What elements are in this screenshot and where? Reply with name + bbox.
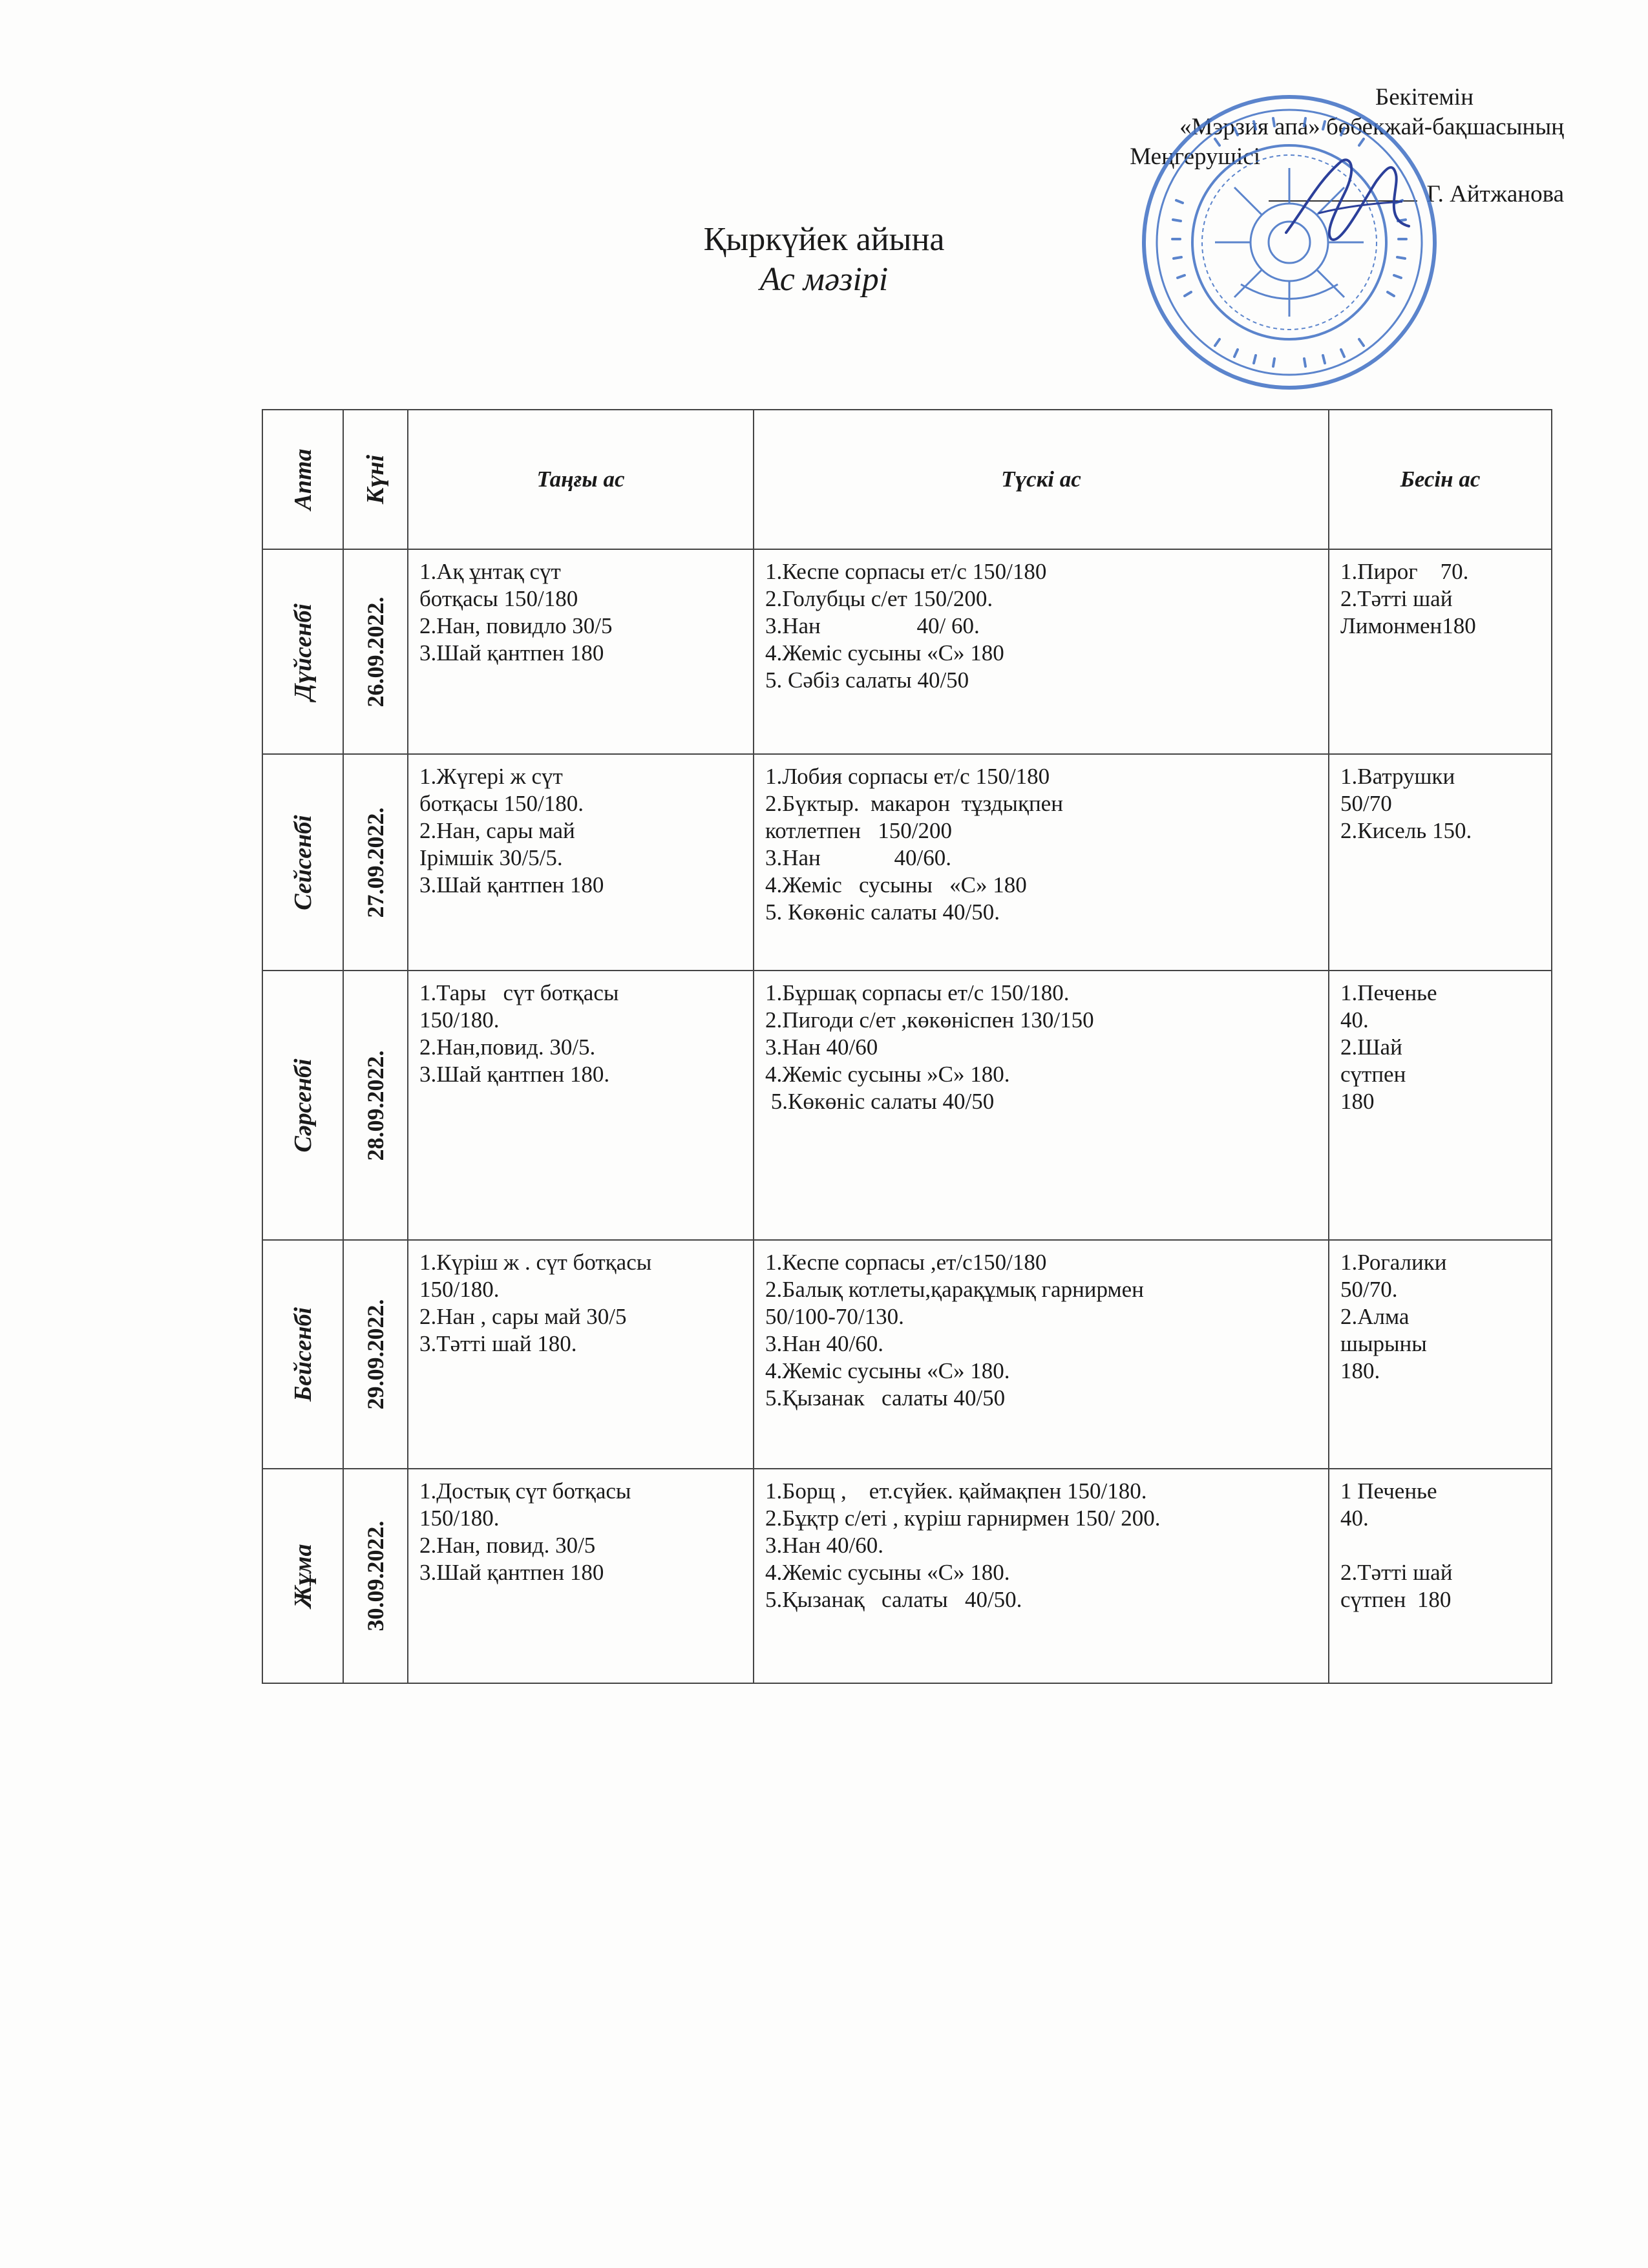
header-week: Апта	[262, 410, 343, 549]
date-cell: 28.09.2022.	[343, 971, 408, 1240]
lunch-cell: 1.Лобия сорпасы ет/с 150/180 2.Бүктыр. макарон тұздықпен котлетпен 150/200 3.Нан 40/60. 4.Жеміс сусыны «С» 180 5. Көкөніс салаты 40/50.	[754, 754, 1329, 971]
approval-name: Г. Айтжанова	[1426, 181, 1564, 207]
snack-cell: 1 Печенье 40. 2.Тәтті шай сүтпен 180	[1329, 1469, 1552, 1683]
lunch-cell: 1.Кеспе сорпасы ет/с 150/180 2.Голубцы с/ет 150/200. 3.Нан 40/ 60. 4.Жеміс сусыны «С» 180 5. Сәбіз салаты 40/50	[754, 549, 1329, 754]
snack-cell: 1.Ватрушки 50/70 2.Кисель 150.	[1329, 754, 1552, 971]
table-row	[262, 754, 1552, 971]
weekday-cell: Дүйсенбі	[262, 549, 343, 754]
date-cell: 27.09.2022.	[343, 754, 408, 971]
table-row	[262, 971, 1552, 1240]
weekday-cell: Сәрсенбі	[262, 971, 343, 1240]
weekday-cell: Бейсенбі	[262, 1240, 343, 1469]
menu-table	[262, 409, 1552, 1684]
document-title	[0, 220, 1648, 300]
table-row	[262, 549, 1552, 754]
date-cell: 30.09.2022.	[343, 1469, 408, 1683]
breakfast-cell: 1.Тары сүт ботқасы 150/180. 2.Нан,повид. 30/5. 3.Шай қантпен 180.	[408, 971, 754, 1240]
breakfast-cell: 1.Достық сүт ботқасы 150/180. 2.Нан, повид. 30/5 3.Шай қантпен 180	[408, 1469, 754, 1683]
table-row	[262, 1240, 1552, 1469]
snack-cell: 1.Пирог 70. 2.Тәтті шай Лимонмен180	[1329, 549, 1552, 754]
weekday-cell: Сейсенбі	[262, 754, 343, 971]
lunch-cell: 1.Бұршақ сорпасы ет/с 150/180. 2.Пигоди с/ет ,көкөніспен 130/150 3.Нан 40/60 4.Жеміс сусыны »С» 180. 5.Көкөніс салаты 40/50	[754, 971, 1329, 1240]
breakfast-cell: 1.Күріш ж . сүт ботқасы 150/180. 2.Нан , сары май 30/5 3.Тәтті шай 180.	[408, 1240, 754, 1469]
weekday-cell: Жұма	[262, 1469, 343, 1683]
snack-cell: 1.Печенье 40. 2.Шай сүтпен 180	[1329, 971, 1552, 1240]
header-day: Күні	[343, 410, 408, 549]
title-subtitle: Ас мәзірі	[759, 261, 889, 298]
table-header-row	[262, 410, 1552, 549]
table-row	[262, 1469, 1552, 1683]
lunch-cell: 1.Кеспе сорпасы ,ет/с150/180 2.Балық котлеты,қарақұмық гарнирмен 50/100-70/130. 3.Нан 40/60. 4.Жеміс сусыны «С» 180. 5.Қызанак салаты 40/50	[754, 1240, 1329, 1469]
snack-cell: 1.Рогалики 50/70. 2.Алма шырыны 180.	[1329, 1240, 1552, 1469]
approval-position: Меңгерушісі	[1130, 143, 1260, 170]
approval-title: Бекітемін	[1375, 84, 1474, 110]
title-main: Қыркүйек айына	[703, 221, 945, 258]
date-cell: 26.09.2022.	[343, 549, 408, 754]
lunch-cell: 1.Борщ , ет.сүйек. қаймақпен 150/180. 2.Бұқтр с/еті , күріш гарнирмен 150/ 200. 3.Нан 40/60. 4.Жеміс сусыны «С» 180. 5.Қызанақ салаты 40/50.	[754, 1469, 1329, 1683]
header-snack: Бесін ас	[1329, 410, 1552, 549]
header-breakfast: Таңғы ас	[408, 410, 754, 549]
date-cell: 29.09.2022.	[343, 1240, 408, 1469]
breakfast-cell: 1.Ақ ұнтақ сүт ботқасы 150/180 2.Нан, повидло 30/5 3.Шай қантпен 180	[408, 549, 754, 754]
header-lunch: Түскі ас	[754, 410, 1329, 549]
breakfast-cell: 1.Жүгері ж сүт ботқасы 150/180. 2.Нан, сары май Ірімшік 30/5/5. 3.Шай қантпен 180	[408, 754, 754, 971]
approval-org: «Мэрзия апа» бөбекжай-бақшасының	[1179, 114, 1564, 140]
